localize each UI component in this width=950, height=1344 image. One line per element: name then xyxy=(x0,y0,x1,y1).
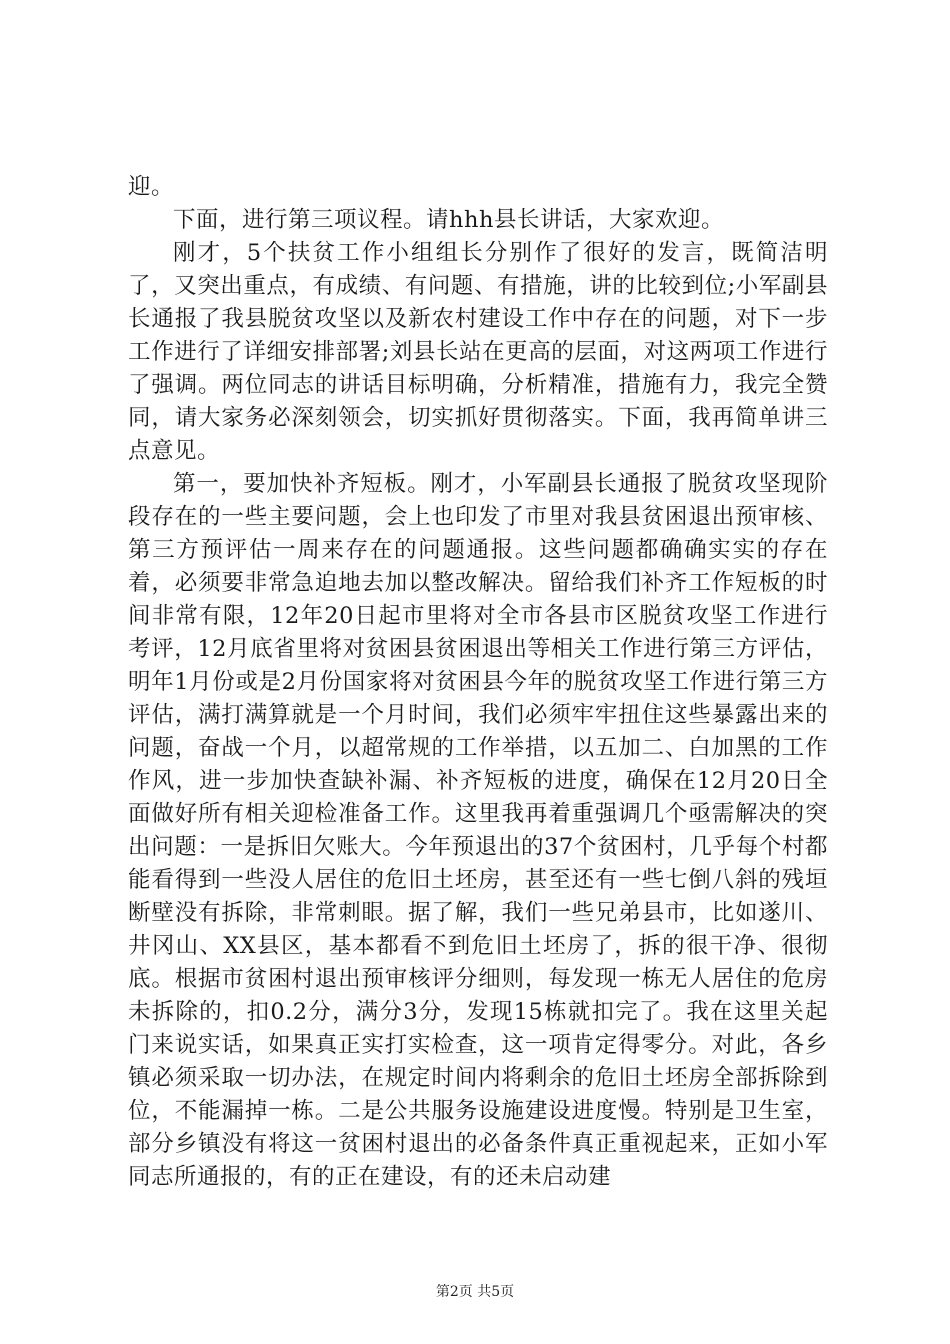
paragraph-agenda: 下面，进行第三项议程。请hhh县长讲话，大家欢迎。 xyxy=(173,207,724,233)
document-body xyxy=(128,171,828,1194)
paragraph-summary: 刚才，5个扶贫工作小组组长分别作了很好的发言，既简洁明了，又突出重点，有成绩、有问题、有措施，讲的比较到位;小军副县长通报了我县脱贫攻坚以及新农村建设工作中存在的问题，对下一步工作进行了详细安排部署;刘县长站在更高的层面，对这两项工作进行了强调。两位同志的讲话目标明确，分析精准，措施有力，我完全赞同，请大家务必深刻领会，切实抓好贯彻落实。下面，我再简单讲三点意见。 xyxy=(128,240,828,464)
paragraph-continuation: 迎。 xyxy=(128,174,175,200)
paragraph-first-point: 第一，要加快补齐短板。刚才，小军副县长通报了脱贫攻坚现阶段存在的一些主要问题，会上也印发了市里对我县贫困退出预审核、第三方预评估一周来存在的问题通报。这些问题都确确实实的存在着，必须要非常急迫地去加以整改解决。留给我们补齐工作短板的时间非常有限，12年20日起市里将对全市各县市区脱贫攻坚工作进行考评，12月底省里将对贫困县贫困退出等相关工作进行第三方评估，明年1月份或是2月份国家将对贫困县今年的脱贫攻坚工作进行第三方评估，满打满算就是一个月时间，我们必须牢牢扭住这些暴露出来的问题，奋战一个月，以超常规的工作举措，以五加二、白加黑的工作作风，进一步加快查缺补漏、补齐短板的进度，确保在12月20日全面做好所有相关迎检准备工作。这里我再着重强调几个亟需解决的突出问题：一是拆旧欠账大。今年预退出的37个贫困村，几乎每个村都能看得到一些没人居住的危旧土坯房，甚至还有一些七倒八斜的残垣断壁没有拆除，非常刺眼。据了解，我们一些兄弟县市，比如遂川、井冈山、XX县区，基本都看不到危旧土坯房了，拆的很干净、很彻底。根据市贫困村退出预审核评分细则，每发现一栋无人居住的危房未拆除的，扣0.2分，满分3分，发现15栋就扣完了。我在这里关起门来说实话，如果真正实打实检查，这一项肯定得零分。对此，各乡镇必须采取一切办法，在规定时间内将剩余的危旧土坯房全部拆除到位，不能漏掉一栋。二是公共服务设施建设进度慢。特别是卫生室，部分乡镇没有将这一贫困村退出的必备条件真正重视起来，正如小军同志所通报的，有的正在建设，有的还未启动建 xyxy=(128,471,828,1190)
page-number-footer: 第2页 共5页 xyxy=(435,1284,515,1300)
